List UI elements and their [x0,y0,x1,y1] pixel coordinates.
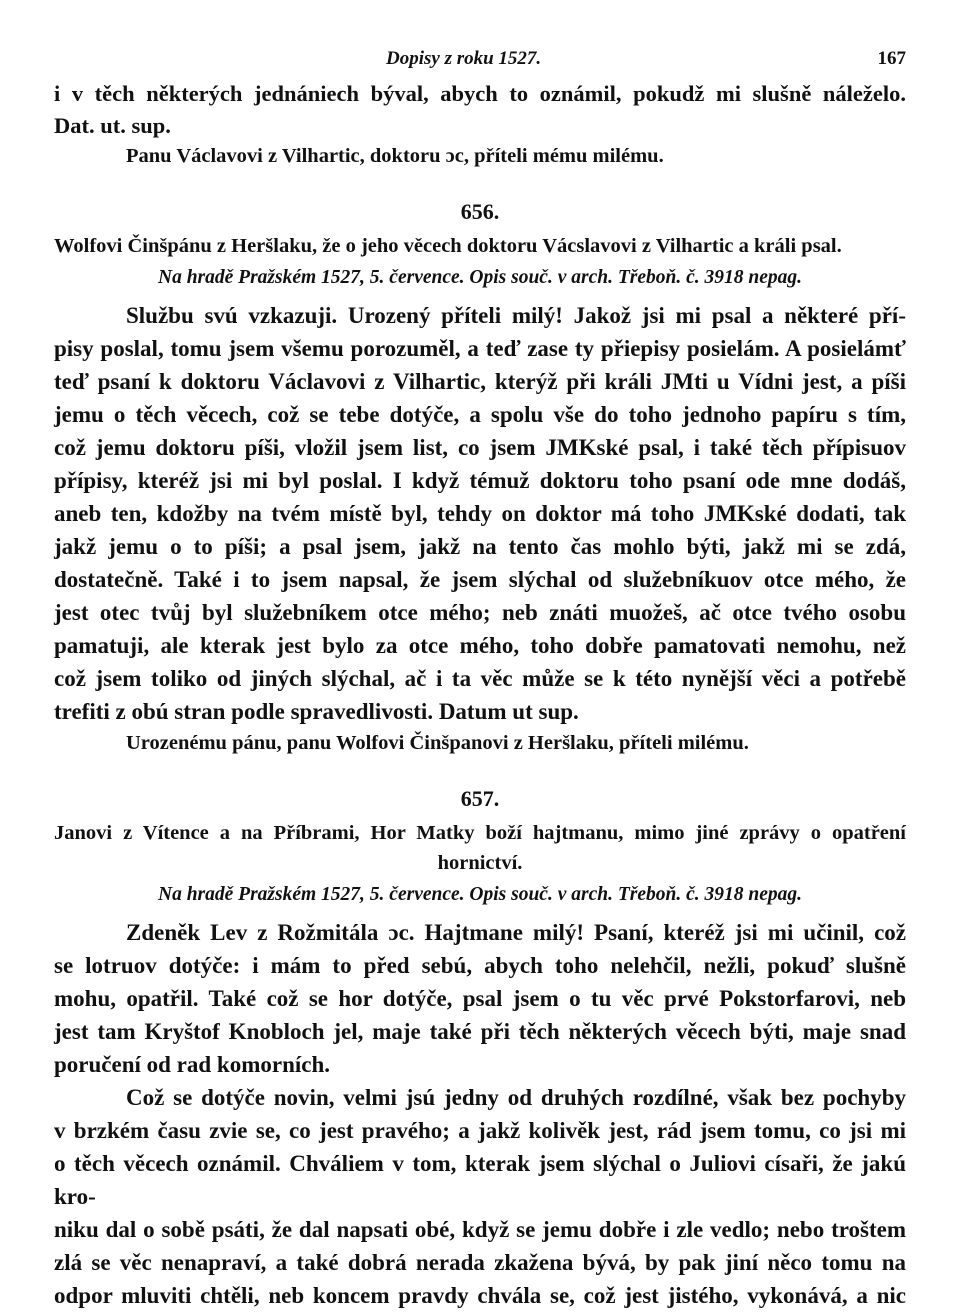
text-line: jemu o těch věcech, což se tebe dotýče, a spolu vše do toho jednoho papíru s tím, [54,402,906,427]
letter-address: Panu Václavovi z Vilhartic, doktoru ɔc, příteli mému milému. [126,145,664,167]
text-line: se lotruov dotýče: i mám to před sebú, abych toho nelehčil, nežli, pokuď slušně [54,953,906,978]
letter-656 [54,197,906,758]
letter-summary [54,818,906,878]
text-block [54,78,906,141]
text-line: což jsem toliko od jiných slýchal, ač i ta věc může se k této nynější věci a potřebě [54,666,906,691]
letter-source: Na hradě Pražském 1527, 5. července. Opis souč. v arch. Třeboň. č. 3918 nepag. [158,267,802,288]
text-line: trefiti z obú stran podle spravedlivosti. Datum ut sup. [54,699,579,724]
letter-source: Na hradě Pražském 1527, 5. července. Opis souč. v arch. Třeboň. č. 3918 nepag. [158,884,802,905]
letter-number: 656. [460,199,500,224]
letter-number: 657. [460,786,500,811]
letter-657 [54,784,906,1312]
text-line: teď psaní k doktoru Václavovi z Vilhartic, kterýž při králi JMti u Vídni jest, a píši [54,369,906,394]
text-line: jakž jemu o to píši; a psal jsem, jakž na tento čas mohlo býti, jakž mi se zdá, [54,534,906,559]
text-line: jest tam Kryštof Knobloch jel, maje také při těch některých věcech býti, maje snad [54,1019,906,1044]
text-line: hornictví. [437,852,523,874]
text-line: Dat. ut. sup. [54,112,171,138]
text-line: pamatuji, ale kterak jest bylo za otce mého, toho dobře pamatovati nemohu, než [54,633,906,658]
text-line: Což se dotýče novin, velmi jsú jedny od druhých rozdílné, však bez pochyby [126,1085,906,1110]
text-line: poručení od rad komorních. [54,1052,331,1077]
text-line: o těch věcech oznámil. Chváliem v tom, kterak jsem slýchal o Juliovi císaři, že jakú kro- [54,1151,906,1209]
text-line: přípisy, kteréž jsi mi byl poslal. I když témuž doktoru toho psaní ode mne dodáš, [54,468,906,493]
text-line: aneb ten, kdožby na tvém místě byl, tehdy on doktor má toho JMKské dodati, tak [54,501,906,526]
text-line: jest otec tvůj byl služebníkem otce mého; neb znáti muožeš, ač otce tvého osobu [54,600,906,625]
text-line: i v těch některých jednániech býval, abych to oznámil, pokudž mi slušně náleželo. [54,81,906,106]
letter-paragraph [54,916,906,1081]
text-line: v brzkém času zvie se, co jest pravého; a jakž kolivěk jest, rád jsem tomu, co jsi mi [54,1118,906,1143]
letter-address: Urozenému pánu, panu Wolfovi Činšpanovi z Heršlaku, příteli milému. [126,732,749,754]
text-line: dostatečně. Také i to jsem napsal, že jsem slýchal od služebníkuov otce mého, že [54,567,906,592]
text-line: což jemu doktoru píši, vložil jsem list, co jsem JMKské psal, i také těch přípisuov [54,435,906,460]
text-line: zlá se věc nenapraví, a také dobrá nerada zkažena bývá, by pak jiní něco tomu na [54,1250,906,1275]
letter-body [54,299,906,728]
running-title: Dopisy z roku 1527. [386,48,542,69]
previous-letter-ending [54,78,906,171]
text-line: mohu, opatřil. Také což se hor dotýče, psal jsem o tu věc prvé Pokstorfarovi, neb [54,986,906,1011]
text-line: niku dal o sobě psáti, že dal napsati obé, když se jemu dobře i zle vedlo; nebo troštem [54,1217,906,1242]
text-line: Zdeněk Lev z Rožmitála ɔc. Hajtmane milý! Psaní, kteréž jsi mi učinil, což [126,920,906,945]
text-line: pisy poslal, tomu jsem všemu porozuměl, a teď zase ty přiepisy posielám. A posielámť [54,336,906,361]
letter-summary: Wolfovi Činšpánu z Heršlaku, že o jeho věcech doktoru Vácslavovi z Vilhartic a králi psal. [54,235,842,257]
page-header [54,42,906,78]
letter-paragraph [54,1081,906,1312]
page-number: 167 [877,48,906,69]
text-line: Službu svú vzkazuji. Urozený příteli milý! Jakož jsi mi psal a některé pří- [126,303,906,328]
text-line: Janovi z Vítence a na Příbrami, Hor Matky boží hajtmanu, mimo jiné zprávy o opatření [54,822,906,844]
text-line: odpor mluviti chtěli, neb koncem pravdy chvála se, což jest jistého, vykonává, a nic [54,1283,906,1308]
